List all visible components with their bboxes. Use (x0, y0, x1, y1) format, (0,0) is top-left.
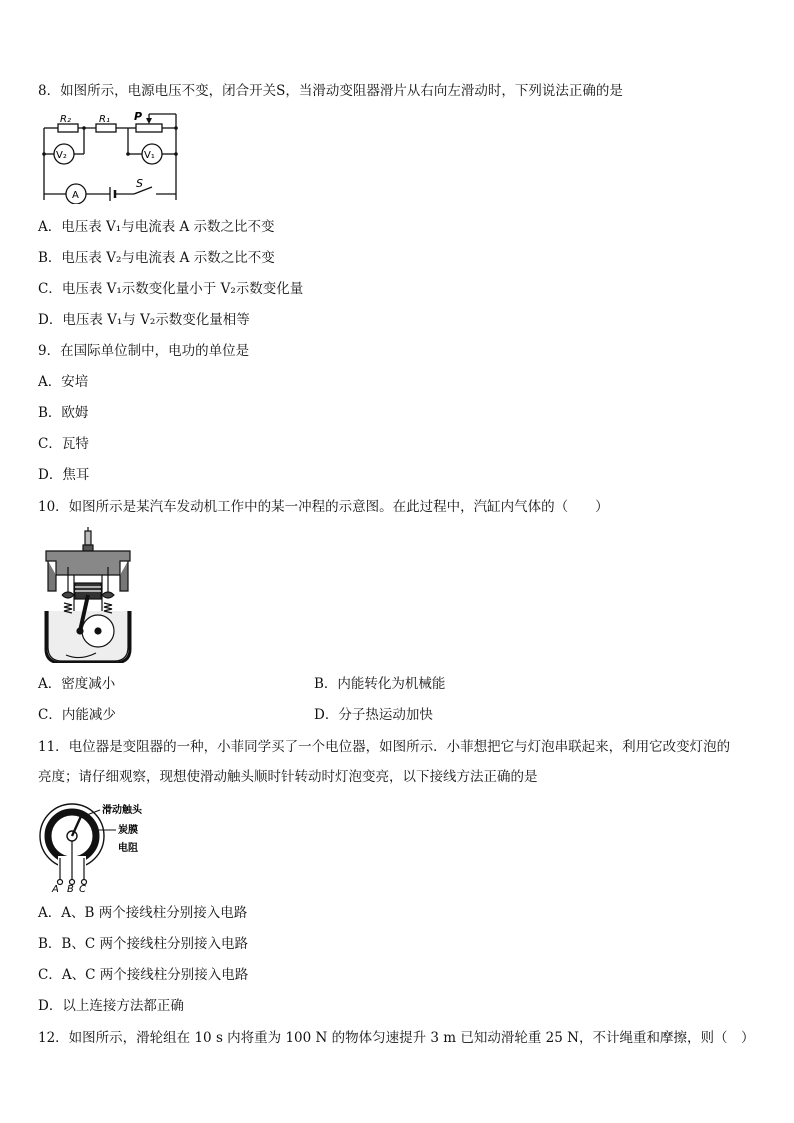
label-v2: V₂ (56, 150, 67, 161)
q11-option-b: B．B、C 两个接线柱分别接入电路 (38, 936, 248, 952)
label-r2: R₂ (60, 114, 71, 125)
q8-option-a: A．电压表 V₁与电流表 A 示数之比不变 (38, 219, 275, 235)
engine-cylinder-figure (40, 527, 136, 663)
q11-option-a: A．A、B 两个接线柱分别接入电路 (38, 905, 248, 921)
q10-option-a: A．密度减小 (38, 676, 116, 692)
q8-option-d: D．电压表 V₁与 V₂示数变化量相等 (38, 312, 250, 328)
label-r1: R₁ (99, 114, 110, 125)
potentiometer-figure (36, 800, 160, 892)
q9-stem: 9．在国际单位制中，电功的单位是 (38, 343, 250, 359)
label-terminal-b: B (67, 884, 74, 892)
label-p: P (134, 112, 143, 123)
q9-option-b: B．欧姆 (38, 405, 89, 421)
label-slider: 滑动触头 (102, 805, 142, 816)
label-terminal-c: C (79, 884, 86, 892)
q11-stem-line1: 11．电位器是变阻器的一种，小菲同学买了一个电位器，如图所示．小菲想把它与灯泡串联起来，利用它改变灯泡的 (38, 739, 731, 755)
q9-option-c: C．瓦特 (38, 436, 89, 452)
label-v1: V₁ (144, 150, 155, 161)
q10-option-b: B．内能转化为机械能 (314, 676, 446, 692)
q9-option-d: D．焦耳 (38, 467, 90, 483)
label-terminal-a: A (52, 884, 59, 892)
q10-stem: 10．如图所示是某汽车发动机工作中的某一冲程的示意图。在此过程中，汽缸内气体的（ ） (38, 499, 609, 515)
q11-option-d: D．以上连接方法都正确 (38, 998, 184, 1014)
q8-stem: 8．如图所示，电源电压不变，闭合开关S，当滑动变阻器滑片从右向左滑动时，下列说法正确的是 (38, 83, 623, 99)
label-carbon-resistor: 电阻 (118, 843, 138, 854)
q8-circuit-diagram (38, 112, 183, 204)
q10-option-d: D．分子热运动加快 (314, 707, 433, 723)
q9-option-a: A．安培 (38, 374, 89, 390)
q10-option-c: C．内能减少 (38, 707, 116, 723)
q11-stem-line2: 亮度；请仔细观察，现想使滑动触头顺时针转动时灯泡变亮，以下接线方法正确的是 (38, 769, 538, 785)
q12-stem: 12．如图所示，滑轮组在 10 s 内将重为 100 N 的物体匀速提升 3 m 已知动滑轮重 25 N，不计绳重和摩擦，则（ ） (38, 1030, 755, 1046)
label-a: A (72, 190, 79, 201)
q11-option-c: C．A、C 两个接线柱分别接入电路 (38, 967, 249, 983)
q8-option-c: C．电压表 V₁示数变化量小于 V₂示数变化量 (38, 281, 304, 297)
label-s: S (136, 177, 143, 190)
q8-option-b: B．电压表 V₂与电流表 A 示数之比不变 (38, 250, 275, 266)
label-carbon-film: 炭膜 (118, 825, 138, 836)
